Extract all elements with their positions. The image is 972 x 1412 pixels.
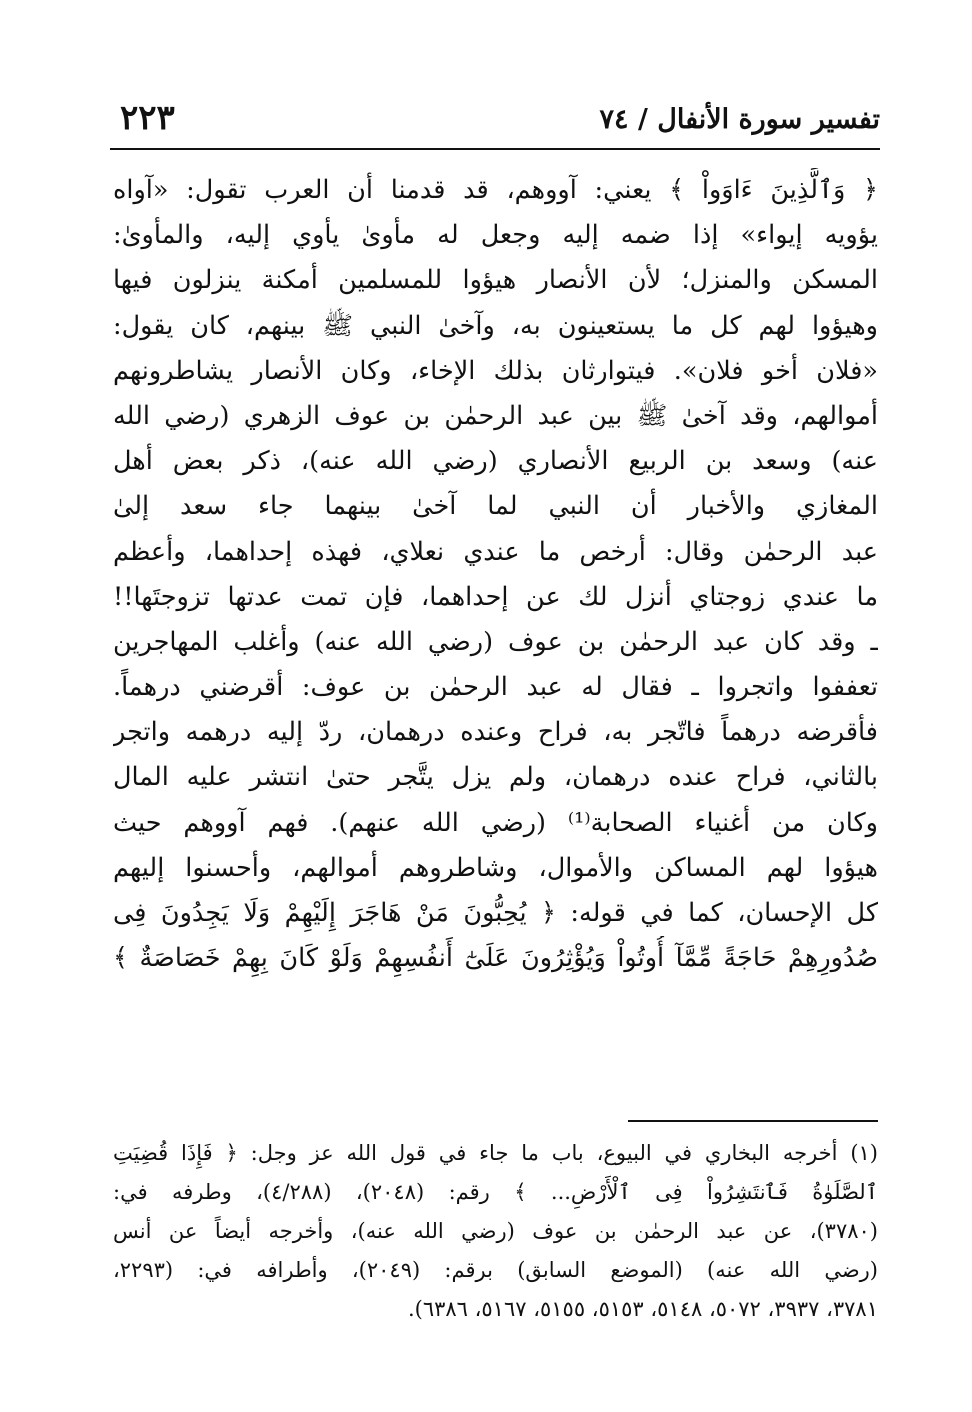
- text-line: تعففوا واتجروا ـ فقال له عبد الرحمٰن بن عوف: أقرضني درهماً.: [113, 672, 878, 703]
- footnote-line: (٣٧٨٠)، عن عبد الرحمٰن بن عوف (رضي الله عنه)، وأخرجه أيضاً عن أنس: [113, 1219, 878, 1243]
- text-line: ـ وقد كان عبد الرحمٰن بن عوف (رضي الله عنه) وأغلب المهاجرين: [113, 626, 878, 657]
- text-line: وهيؤوا لهم كل ما يستعينون به، وآخىٰ النبي ﷺ بينهم، كان يقول:: [113, 310, 878, 341]
- footnote-line: (رضي الله عنه) (الموضع السابق) برقم: (٢٠٤٩)، وأطرافه في: (٢٢٩٣،: [113, 1258, 878, 1282]
- text-line: بالثاني، فراح عنده درهمان، ولم يزل يتَّجر حتىٰ انتشر عليه المال: [113, 762, 878, 793]
- text-line: يؤويه إيواء» إذا ضمه إليه وجعل له مأوىٰ يأوي إليه، والمأوىٰ:: [113, 220, 878, 251]
- text-line: عبد الرحمٰن وقال: أرخص ما عندي نعلاي، فهذه إحداهما، وأعظم: [113, 536, 878, 567]
- text-line: «فلان أخو فلان». فيتوارثان بذلك الإخاء، وكان الأنصار يشاطرونهم: [113, 355, 878, 386]
- text-line: ما عندي زوجتاي أنزل لك عن إحداهما، فإن تمت عدتها تزوجتَها!!: [113, 581, 878, 612]
- footnote-line: ٣٧٨١، ٣٩٣٧، ٥٠٧٢، ٥١٤٨، ٥١٥٣، ٥١٥٥، ٥١٦٧، ٦٣٨٦).: [407, 1297, 878, 1321]
- text-line: وكان من أغنياء الصحابة⁽¹⁾ (رضي الله عنهم). فهم آووهم حيث: [113, 807, 878, 838]
- main-text: [113, 168, 878, 981]
- text-line: المسكن والمنزل؛ لأن الأنصار هيؤوا للمسلمين أمكنة ينزلون فيها: [113, 265, 878, 296]
- text-line: كل الإحسان، كما في قوله: ﴿ يُحِبُّونَ مَنْ هَاجَرَ إِلَيْهِمْ وَلَا يَجِدُونَ فِى: [113, 898, 878, 928]
- text-line: أموالهم، وقد آخىٰ ﷺ بين عبد الرحمٰن بن عوف الزهري (رضي الله: [113, 400, 878, 431]
- text-line: عنه) وسعد بن الربيع الأنصاري (رضي الله عنه)، ذكر بعض أهل: [113, 446, 878, 477]
- text-line: هيؤوا لهم المساكن والأموال، وشاطروهم أموالهم، وأحسنوا إليهم: [113, 852, 878, 883]
- text-line: ﴿ وَٱلَّذِينَ ءَاوَواْ ﴾ يعني: آووهم، قد قدمنا أن العرب تقول: «آواه: [113, 175, 878, 205]
- page-number: ٢٢٣: [120, 98, 175, 138]
- text-line: صُدُورِهِمْ حَاجَةً مِّمَّآ أُوتُواْ وَيُؤْثِرُونَ عَلَىٰٓ أَنفُسِهِمْ وَلَوْ كَانَ بِهِمْ خَصَاصَةٌ ﴾: [113, 943, 878, 974]
- page-header: [110, 98, 880, 150]
- footnote-line: ٱلصَّلَوٰةُ فَٱنتَشِرُواْ فِى ٱلْأَرْضِ... ﴾ رقم: (٢٠٤٨)، (٤/٢٨٨)، وطرفه في:: [113, 1180, 878, 1204]
- text-line: فأقرضه درهماً فاتّجر به، فراح وعنده درهمان، ردّ إليه درهمه واتجر: [113, 717, 878, 748]
- footnotes: [113, 1134, 878, 1329]
- text-line: المغازي والأخبار أن النبي لما آخىٰ بينهما جاء سعد إلىٰ: [113, 491, 878, 522]
- running-title: تفسير سورة الأنفال / ٧٤: [599, 104, 880, 135]
- footnote-line: (١) أخرجه البخاري في البيوع، باب ما جاء في قول الله عز وجل: ﴿ فَإِذَا قُضِيَتِ: [113, 1141, 878, 1165]
- header-rule: [110, 148, 880, 150]
- footnote-separator: [628, 1120, 878, 1122]
